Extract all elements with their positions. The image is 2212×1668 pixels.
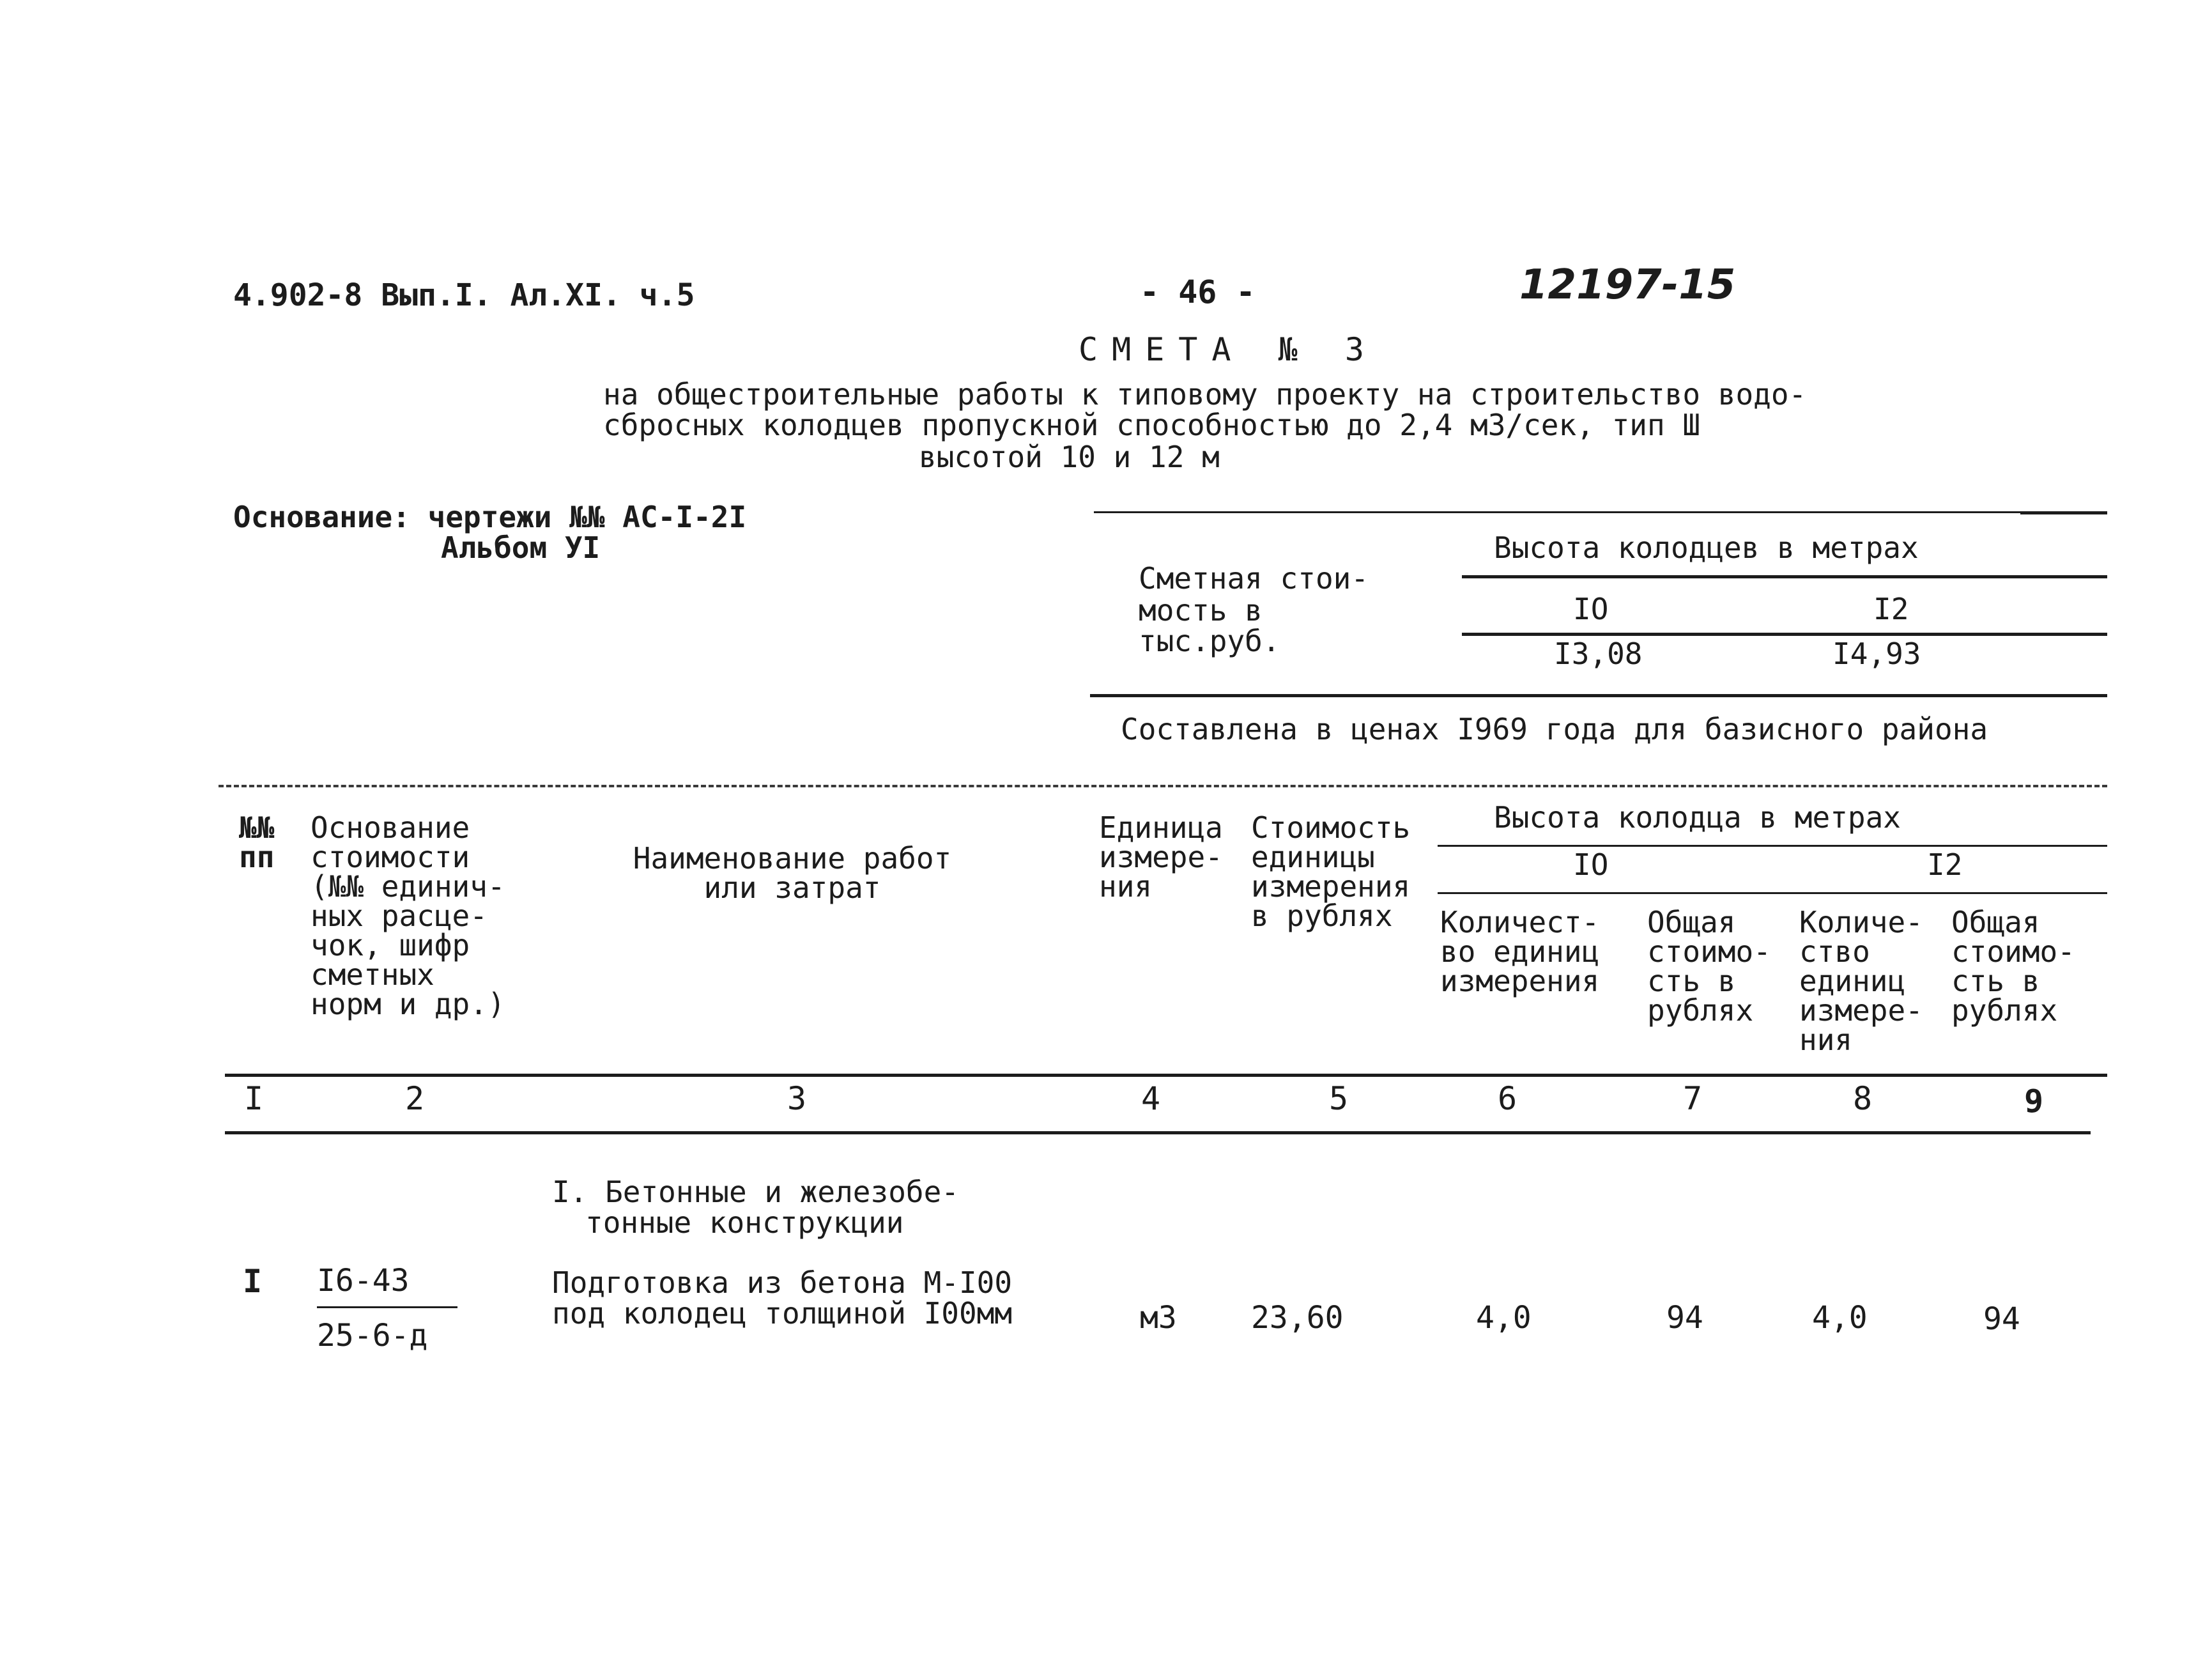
estimate-box-label-2: мость в	[1139, 593, 1263, 628]
table-row-unit-cost: 23,60	[1251, 1300, 1344, 1336]
header-row-number: №№ пп	[239, 810, 275, 874]
table-row-basis-divider	[317, 1306, 457, 1308]
header-unit-cost: Стоимость единицы измерения в рублях	[1251, 810, 1411, 933]
estimate-box-label-3: тыс.руб.	[1139, 624, 1280, 658]
header-qty-10: Количест- во единиц измерения	[1440, 905, 1600, 998]
column-number-5: 5	[1329, 1080, 1349, 1117]
column-numbers-bottom-rule	[225, 1131, 2091, 1134]
estimate-box-height-header: Высота колодцев в метрах	[1494, 530, 1919, 565]
column-numbers-top-rule	[225, 1074, 2107, 1077]
header-total-12: Общая стоимо- сть в рублях	[1951, 905, 2075, 1028]
estimate-box-label-1: Сметная стои-	[1139, 561, 1369, 596]
page-number: - 46 -	[1140, 274, 1256, 311]
title-line-1: на общестроительные работы к типовому проекту на строительство водо-	[603, 377, 1807, 412]
header-unit: Единица измере- ния	[1099, 810, 1223, 904]
estimate-box-rule-1	[1462, 575, 2107, 578]
table-row-name-line-1: Подготовка из бетона М-I00	[552, 1265, 1013, 1300]
column-number-1: I	[244, 1080, 264, 1117]
table-row-basis-bottom: 25-6-д	[317, 1318, 428, 1354]
column-number-6: 6	[1498, 1080, 1517, 1117]
estimate-box-cost-12: I4,93	[1832, 637, 1921, 671]
table-row-number: I	[243, 1263, 263, 1300]
table-row-unit: м3	[1140, 1300, 1177, 1336]
column-number-3: 3	[787, 1080, 807, 1117]
estimate-heading: СМЕТА № 3	[1079, 331, 1378, 368]
title-line-2: сбросных колодцев пропускной способностью до 2,4 м3/сек, тип Ш	[603, 408, 1701, 442]
estimate-box-height-12: I2	[1873, 592, 1909, 626]
estimate-box-top-rule-right	[2020, 511, 2107, 514]
basis-line-2: Альбом УI	[441, 530, 601, 565]
table-row-name-line-2: под колодец толщиной I00мм	[552, 1296, 1013, 1331]
estimate-box-rule-2	[1462, 633, 2107, 636]
column-number-7: 7	[1683, 1080, 1703, 1117]
column-number-4: 4	[1141, 1080, 1161, 1117]
header-qty-12: Количе- ство единиц измере- ния	[1799, 905, 1923, 1057]
header-subgroup-rule	[1438, 892, 2107, 894]
header-height-10: IO	[1573, 847, 1609, 882]
table-row-total-10: 94	[1666, 1300, 1703, 1336]
header-height-12: I2	[1927, 847, 1963, 882]
header-total-10: Общая стоимо- сть в рублях	[1647, 905, 1771, 1028]
column-number-8: 8	[1853, 1080, 1873, 1117]
column-number-9: 9	[2024, 1083, 2044, 1120]
handwritten-number: 12197-15	[1519, 261, 1736, 309]
table-row-basis-top: I6-43	[317, 1263, 410, 1299]
title-line-3: высотой 10 и 12 м	[919, 440, 1220, 474]
header-group-rule	[1438, 845, 2107, 847]
table-row-qty-10: 4,0	[1476, 1300, 1532, 1336]
table-row-total-12: 94	[1983, 1301, 2020, 1337]
estimate-box-cost-10: I3,08	[1554, 637, 1643, 671]
table-top-rule	[219, 785, 2107, 787]
table-row-qty-12: 4,0	[1812, 1300, 1868, 1336]
section-title-line-2: тонные конструкции	[585, 1205, 904, 1240]
header-work-name: Наименование работ или затрат	[633, 841, 952, 905]
estimate-box-height-10: IO	[1573, 592, 1609, 626]
basis-line-1: Основание: чертежи №№ АС-I-2I	[233, 500, 747, 534]
section-title-line-1: I. Бетонные и железобе-	[552, 1175, 959, 1209]
column-number-2: 2	[405, 1080, 425, 1117]
prices-note: Составлена в ценах I969 года для базисного района	[1121, 712, 1988, 746]
estimate-box-top-rule	[1094, 511, 2107, 513]
estimate-box-bottom-rule	[1090, 694, 2107, 697]
header-height-group: Высота колодца в метрах	[1494, 800, 1901, 835]
document-code: 4.902-8 Вып.I. Ал.XI. ч.5	[233, 277, 695, 313]
header-cost-basis: Основание стоимости (№№ единич- ных расце- чок, шифр сметных норм и др.)	[311, 810, 505, 1021]
